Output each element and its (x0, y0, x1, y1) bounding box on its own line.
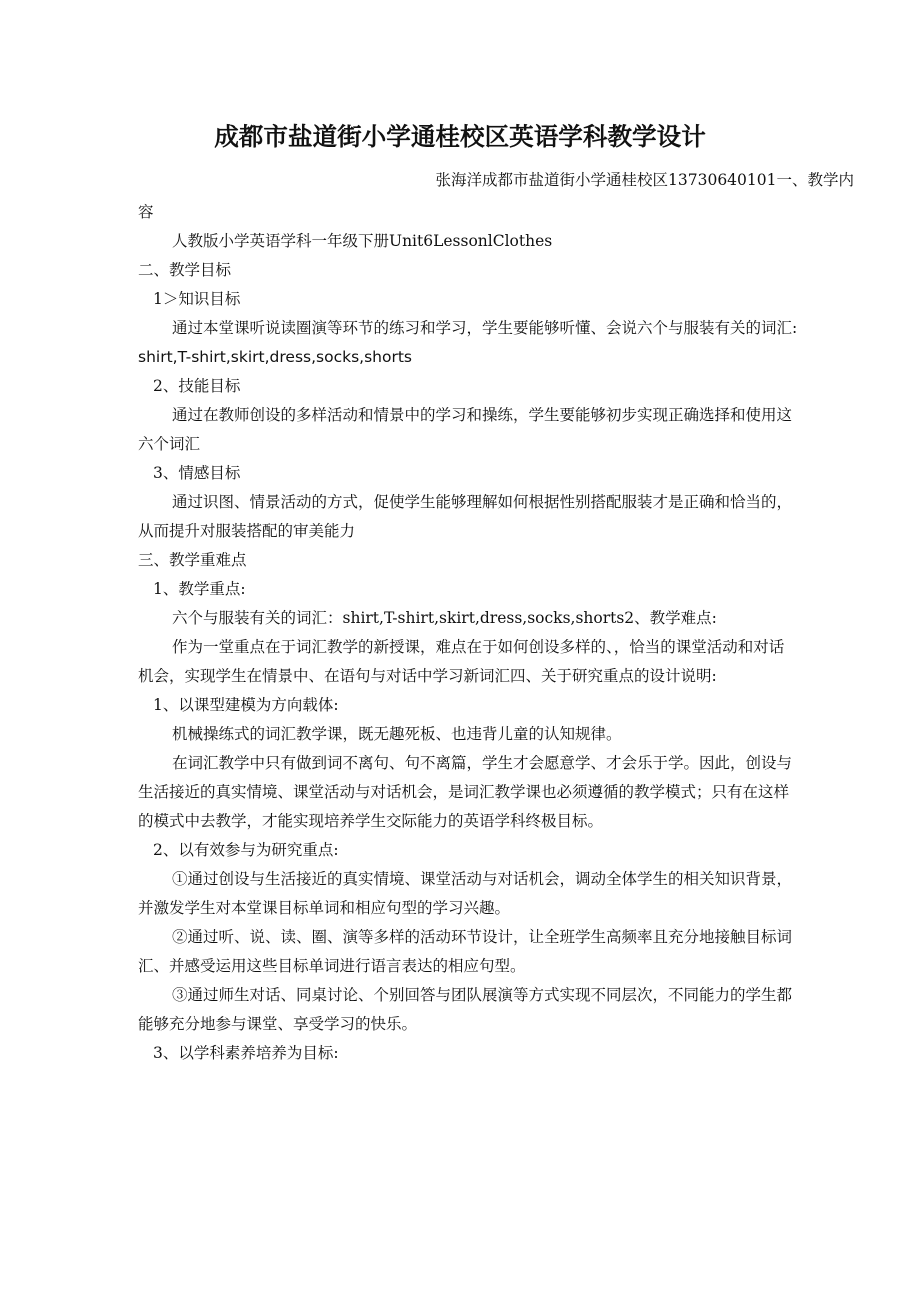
text-line: 从而提升对服装搭配的审美能力 (138, 522, 356, 540)
text-line: 作为一堂重点在于词汇教学的新授课，难点在于如何创设多样的、，恰当的课堂活动和对话 (172, 638, 785, 656)
text-line: shirt,T-shirt,skirt,dress,socks,shorts (138, 348, 412, 366)
author-line: 张海洋成都市盐道街小学通桂校区13730640101一、教学内 (435, 171, 854, 189)
text-line: 人教版小学英语学科一年级下册Unit6LessonlClothes (172, 232, 553, 250)
text-line: 并激发学生对本堂课目标单词和相应句型的学习兴趣。 (138, 899, 511, 917)
text-line: 生活接近的真实情境、课堂活动与对话机会，是词汇教学课也必须遵循的教学模式；只有在这样 (138, 783, 790, 801)
text-line: 机械操练式的词汇教学课，既无趣死板、也违背儿童的认知规律。 (172, 725, 622, 743)
text-line: 通过本堂课听说读圈演等环节的练习和学习，学生要能够听懂、会说六个与服装有关的词汇: (172, 319, 798, 337)
subsection-heading: 3、以学科素养培养为目标: (153, 1044, 339, 1062)
text-line: 在词汇教学中只有做到词不离句、句不离篇，学生才会愿意学、才会乐于学。因此，创设与 (172, 754, 793, 772)
text-line: ③通过师生对话、同桌讨论、个别回答与团队展演等方式实现不同层次，不同能力的学生都 (172, 986, 793, 1004)
subsection-heading: 1＞知识目标 (153, 290, 241, 308)
subsection-heading: 1、以课型建模为方向载体: (153, 696, 339, 714)
document-title: 成都市盐道街小学通桂校区英语学科教学设计 (214, 122, 706, 151)
text-line: 容 (138, 203, 154, 221)
text-line: 通过在教师创设的多样活动和情景中的学习和操练，学生要能够初步实现正确选择和使用这 (172, 406, 793, 424)
text-line: ②通过听、说、读、圈、演等多样的活动环节设计，让全班学生高频率且充分地接触目标词 (172, 928, 793, 946)
text-line: ①通过创设与生活接近的真实情境、课堂活动与对话机会，调动全体学生的相关知识背景， (172, 870, 793, 888)
section-heading: 二、教学目标 (138, 261, 232, 279)
text-line: 六个词汇 (138, 435, 201, 453)
text-line: 能够充分地参与课堂、享受学习的快乐。 (138, 1015, 418, 1033)
text-line: 汇、并感受运用这些目标单词进行语言表达的相应句型。 (138, 957, 526, 975)
subsection-heading: 1、教学重点: (153, 580, 246, 598)
subsection-heading: 2、技能目标 (153, 377, 241, 395)
text-line: 机会，实现学生在情景中、在语句与对话中学习新词汇四、关于研究重点的设计说明: (138, 667, 717, 685)
subsection-heading: 2、以有效参与为研究重点: (153, 841, 339, 859)
subsection-heading: 3、情感目标 (153, 464, 241, 482)
text-line: 六个与服装有关的词汇：shirt,T-shirt,skirt,dress,socks,shorts2、教学难点: (172, 609, 717, 627)
text-line: 的模式中去教学，才能实现培养学生交际能力的英语学科终极目标。 (138, 812, 604, 830)
text-line: 通过识图、情景活动的方式，促使学生能够理解如何根据性别搭配服装才是正确和恰当的， (172, 493, 793, 511)
section-heading: 三、教学重难点 (138, 551, 247, 569)
